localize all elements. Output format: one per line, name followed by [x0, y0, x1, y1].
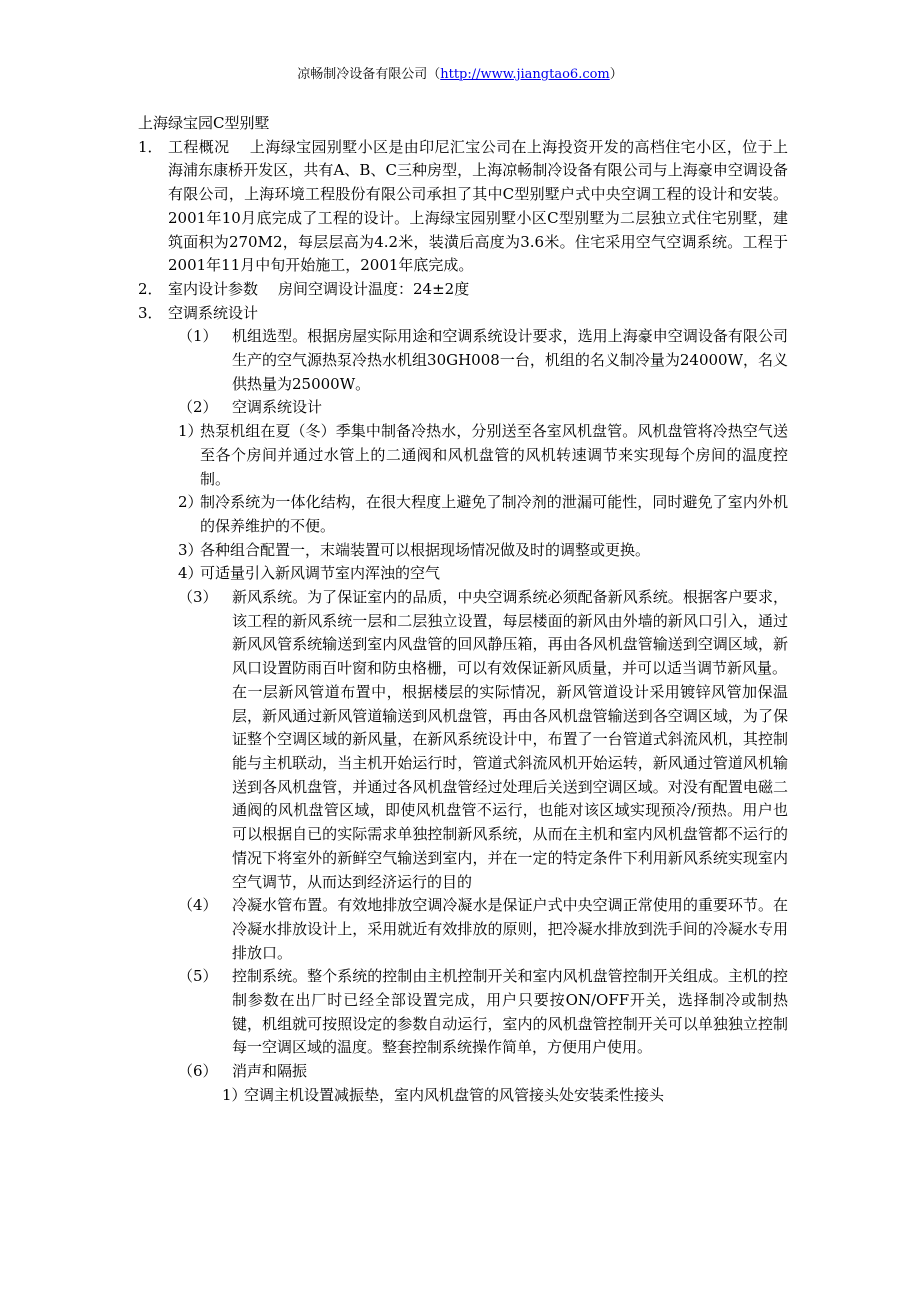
list-item-number: 4）: [178, 564, 203, 583]
document-title: 上海绿宝园C型别墅: [138, 114, 270, 132]
subsection-3: [138, 586, 788, 681]
sub-list-item-1: [138, 1084, 788, 1108]
subsection-text: 空调系统设计: [232, 398, 323, 417]
list-item-3: [138, 539, 788, 563]
section-label: 空调系统设计: [168, 303, 259, 322]
subsection-4: [138, 894, 788, 965]
list-item-number: 1）: [178, 422, 203, 441]
subsection-number: （5）: [178, 967, 218, 986]
subsection-number: （1）: [178, 327, 218, 346]
list-item-text: 热泵机组在夏（冬）季集中制备冷热水，分别送至各室风机盘管。风机盘管将冷热空气送至各个房间并通过水管上的二通阀和风机盘管的风机转速调节来实现每个房间的温度控制。: [200, 422, 788, 488]
list-item-text: 空调主机设置减振垫，室内风机盘管的风管接头处安装柔性接头: [244, 1085, 665, 1104]
subsection-number: （4）: [178, 896, 218, 915]
list-item-text: 可适量引入新风调节室内浑浊的空气: [200, 564, 441, 583]
section-number: 2．: [138, 279, 163, 298]
section-label: 室内设计参数: [168, 279, 259, 298]
section-number: 1．: [138, 137, 163, 156]
section-label: 工程概况: [168, 137, 230, 156]
list-item-2: [138, 491, 788, 538]
section-text: 房间空调设计温度：24±2度: [278, 279, 470, 298]
list-item-text: 制冷系统为一体化结构，在很大程度上避免了制冷剂的泄漏可能性，同时避免了室内外机的保养维护的不便。: [200, 493, 788, 535]
section-2: [138, 278, 788, 302]
list-item-number: 2）: [178, 493, 203, 512]
subsection-6: [138, 1060, 788, 1084]
list-item-number: 3）: [178, 540, 203, 559]
subsection-number: （2）: [178, 398, 218, 417]
subsection-3-continuation: 在一层新风管道布置中，根据楼层的实际情况，新风管道设计采用镀锌风管加保温层，新风通过新风管道输送到风机盘管，再由各风机盘管输送到各空调区域，为了保证整个空调区域的新风量，在新风系统设计中，布置了一台管道式斜流风机，其控制能与主机联动，当主机开始运行时，管道式斜流风机开始运转，新风通过管道风机输送到各风机盘管，并通过各风机盘管经过处理后关送到空调区域。对没有配置电磁二通阀的风机盘管区域，即使风机盘管不运行，也能对该区域实现预冷/预热。用户也可以根据自已的实际需求单独控制新风系统，从而在主机和室内风机盘管都不运行的情况下将室外的新鲜空气输送到室内，并在一定的特定条件下利用新风系统实现室内空气调节，从而达到经济运行的目的: [232, 682, 788, 891]
list-item-number: 1）: [222, 1085, 247, 1104]
list-item-4: [138, 562, 788, 586]
subsection-number: （6）: [178, 1062, 218, 1081]
list-item-text: 各种组合配置一，末端装置可以根据现场情况做及时的调整或更换。: [200, 540, 651, 559]
section-body: [168, 278, 788, 302]
section-number: 3．: [138, 303, 163, 322]
subsection-text: 消声和隔振: [232, 1062, 308, 1081]
subsection-text: 新风系统。为了保证室内的品质，中央空调系统必须配备新风系统。根据客户要求，该工程的新风系统一层和二层独立设置，每层楼面的新风由外墙的新风口引入，通过新风风管系统输送到室内风盘管的回风静压箱，再由各风机盘管输送到空调区域，新风口设置防雨百叶窗和防虫格栅，可以有效保证新风质量，并可以适当调节新风量。: [232, 588, 788, 678]
section-1: [138, 136, 788, 278]
header-company: 凉畅制冷设备有限公司（: [297, 67, 441, 82]
page-header: [0, 66, 920, 84]
subsection-1: [138, 325, 788, 396]
header-close: ）: [609, 67, 623, 82]
subsection-text: 控制系统。整个系统的控制由主机控制开关和室内风机盘管控制开关组成。主机的控制参数在出厂时已经全部设置完成，用户只要按ON/OFF开关，选择制冷或制热键，机组就可按照设定的参数自动运行，室内的风机盘管控制开关可以单独独立控制每一空调区域的温度。整套控制系统操作简单，方便用户使用。: [232, 967, 788, 1057]
subsection-number: （3）: [178, 588, 218, 607]
subsection-2: [138, 396, 788, 420]
section-body: [168, 136, 788, 278]
list-item-1: [138, 420, 788, 491]
document-body: [138, 112, 788, 1108]
subsection-5: [138, 965, 788, 1060]
section-text: 上海绿宝园别墅小区是由印尼汇宝公司在上海投资开发的高档住宅小区，位于上海浦东康桥开发区，共有A、B、C三种房型，上海凉畅制冷设备有限公司与上海豪申空调设备有限公司，上海环境工程股份有限公司承担了其中C型别墅户式中央空调工程的设计和安装。2001年10月底完成了工程的设计。上海绿宝园别墅小区C型别墅为二层独立式住宅别墅，建筑面积为270M2，每层层高为4.2米，装潢后高度为3.6米。住宅采用空气空调系统。工程于2001年11月中旬开始施工，2001年底完成。: [168, 137, 788, 275]
header-url-link[interactable]: http://www.jiangtao6.com: [440, 67, 610, 82]
subsection-text: 冷凝水管布置。有效地排放空调冷凝水是保证户式中央空调正常使用的重要环节。在冷凝水排放设计上，采用就近有效排放的原则，把冷凝水排放到洗手间的冷凝水专用排放口。: [232, 896, 788, 962]
section-3: [138, 302, 788, 326]
subsection-text: 机组选型。根据房屋实际用途和空调系统设计要求，选用上海豪申空调设备有限公司生产的空气源热泵冷热水机组30GH008一台，机组的名义制冷量为24000W，名义供热量为25000W。: [232, 327, 788, 393]
